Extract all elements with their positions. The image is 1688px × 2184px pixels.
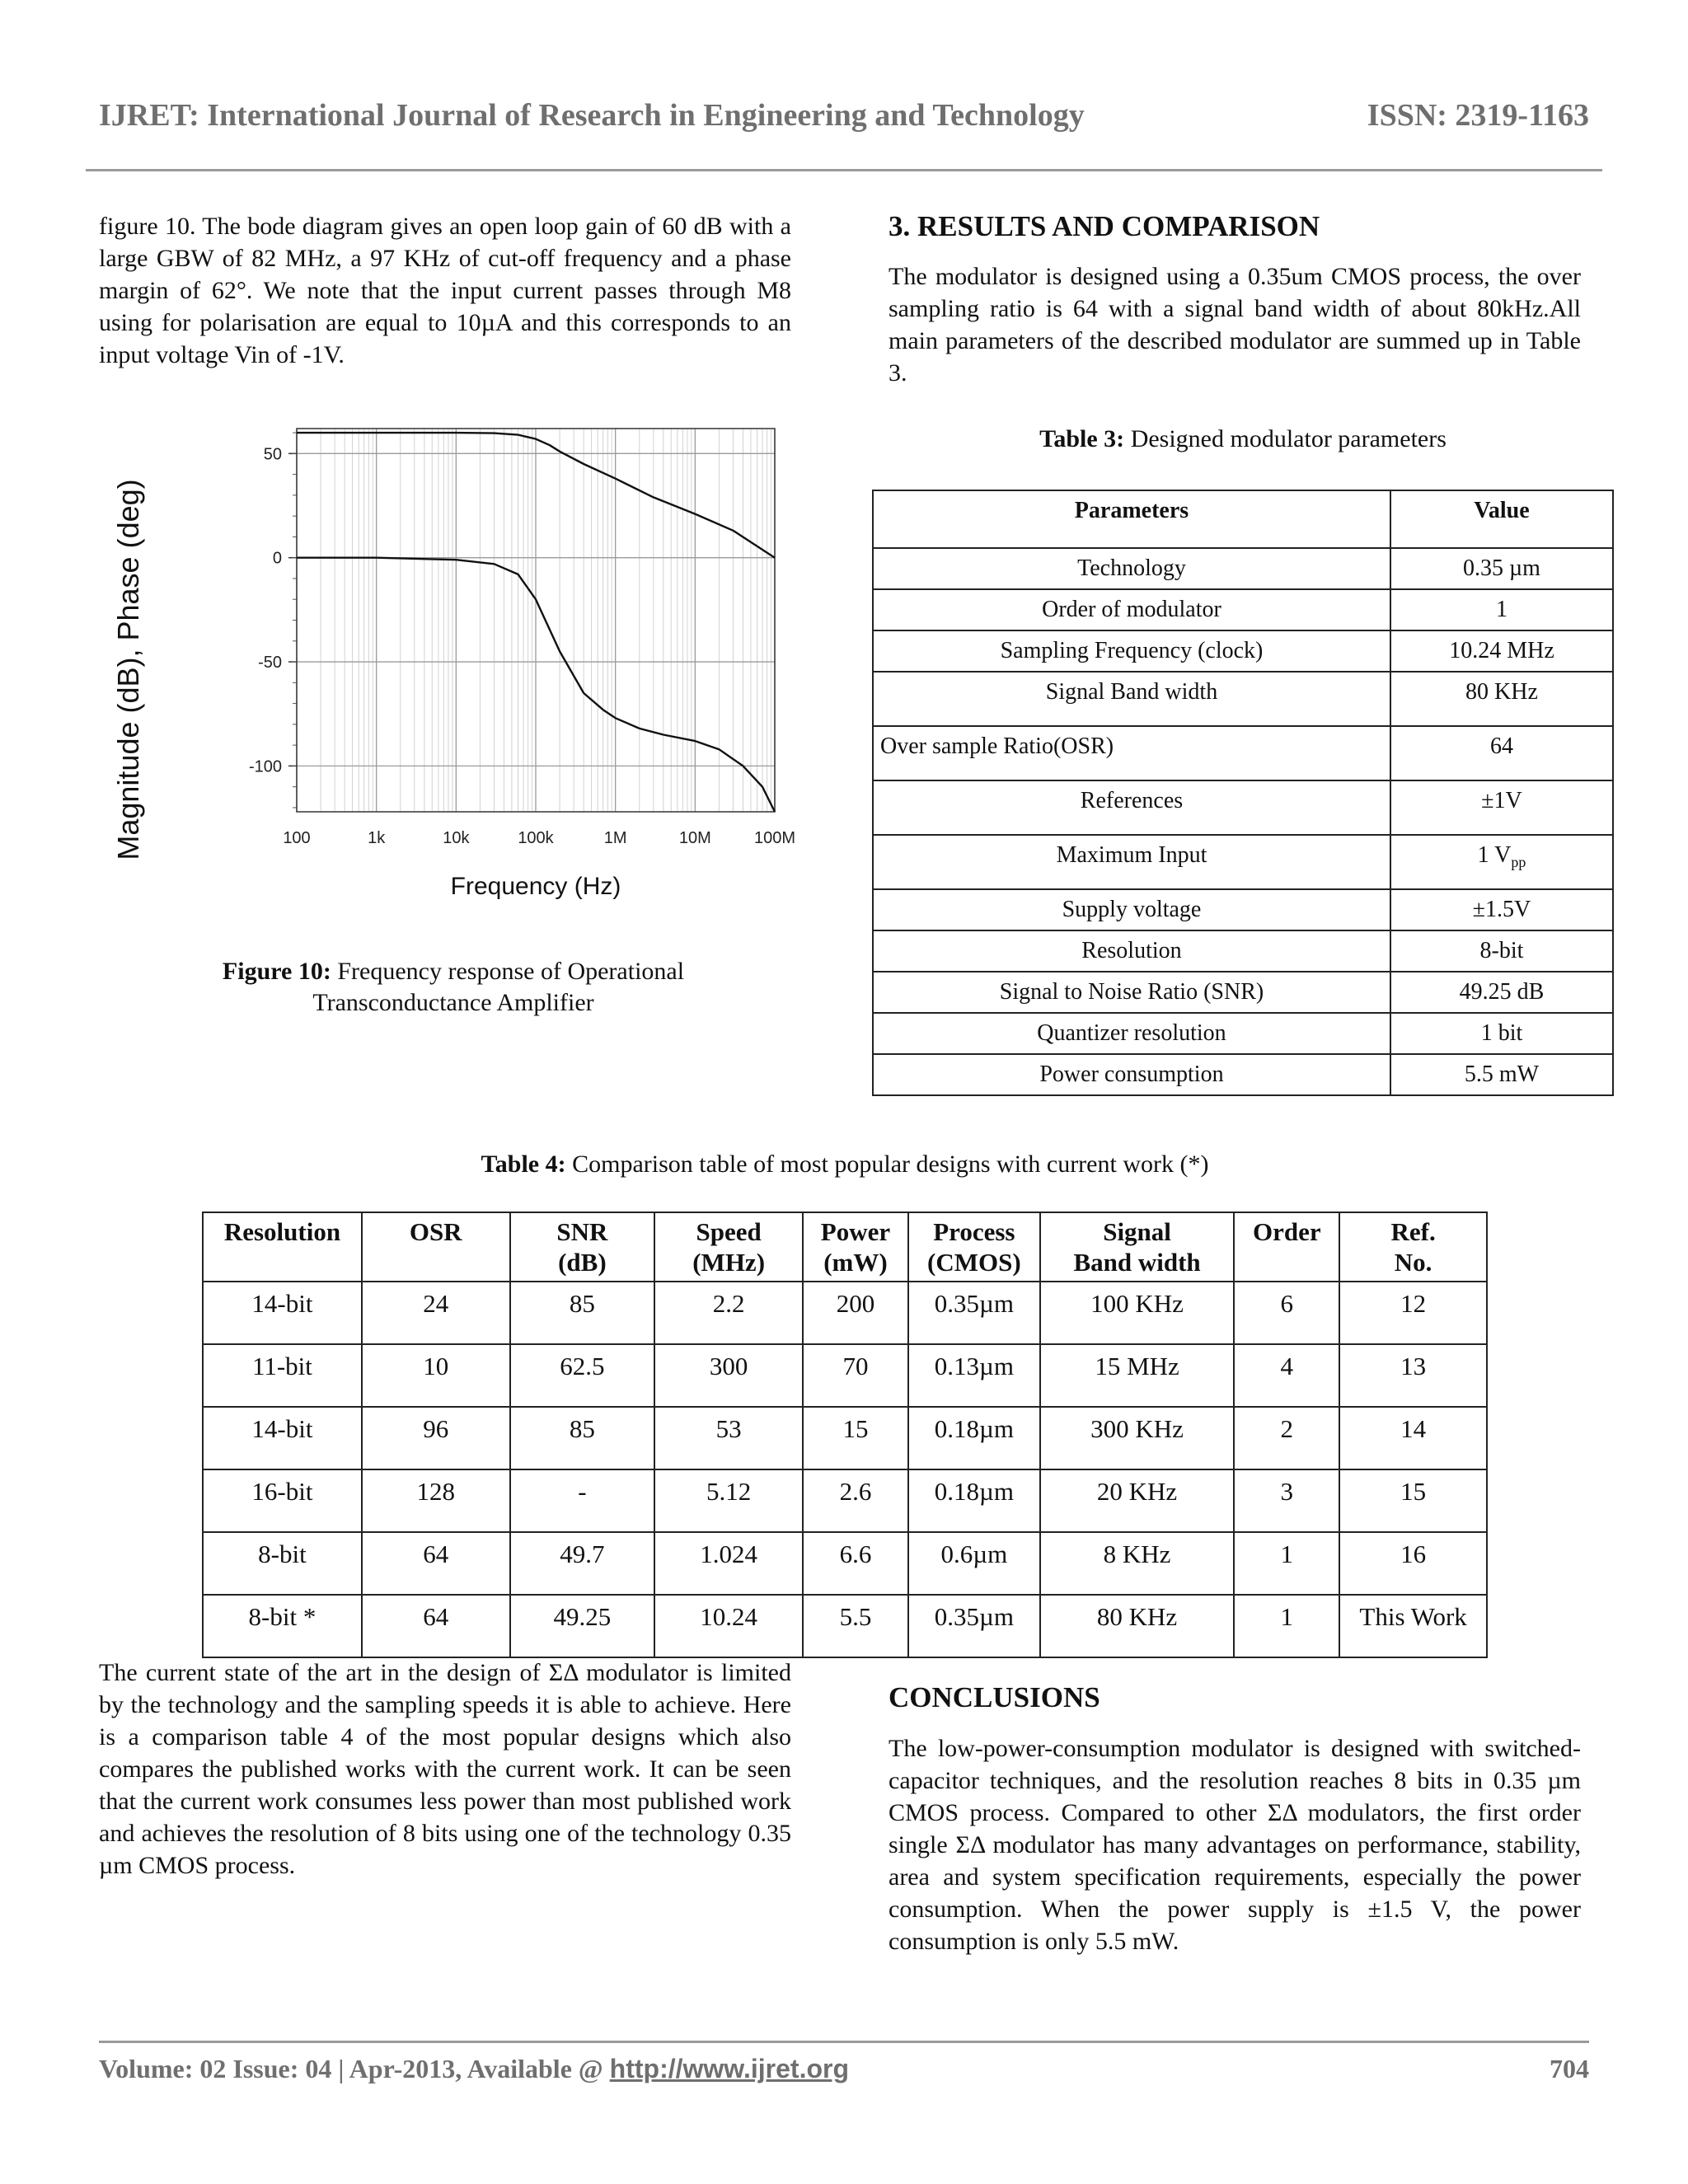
table-cell: 8-bit * [203, 1595, 362, 1657]
table-row [203, 1469, 1487, 1532]
table-row [203, 1344, 1487, 1407]
table-row [873, 780, 1613, 835]
table-cell: ±1V [1390, 780, 1613, 835]
table-cell: 8-bit [1390, 930, 1613, 972]
table-cell: Maximum Input [873, 835, 1390, 889]
header-line: (mW) [823, 1248, 888, 1277]
table-3-header-value: Value [1390, 490, 1613, 548]
table-cell: Quantizer resolution [873, 1013, 1390, 1054]
table-cell: 5.5 [803, 1595, 908, 1657]
table-cell: 80 KHz [1390, 672, 1613, 726]
table-row [873, 889, 1613, 930]
table-cell: 62.5 [510, 1344, 655, 1407]
header-line: (MHz) [692, 1248, 766, 1277]
table-cell: 1 [1390, 589, 1613, 630]
table-cell: Sampling Frequency (clock) [873, 630, 1390, 672]
table-cell: 3 [1234, 1469, 1339, 1532]
x-tick-label: 10k [443, 829, 470, 847]
table-cell: 8-bit [203, 1532, 362, 1595]
table-4-header [1040, 1212, 1235, 1282]
header-line: Order [1252, 1217, 1321, 1246]
table-cell: 5.5 mW [1390, 1054, 1613, 1095]
header-divider [86, 169, 1602, 171]
intro-paragraph: figure 10. The bode diagram gives an open loop gain of 60 dB with a large GBW of 82 MHz, a 97 KHz of cut-off frequency and a phase margin of 62°. We note that the input current passes through M8 using for polarisation are equal to 10µA and this corresponds to an input voltage Vin of -1V. [99, 213, 791, 368]
journal-title: IJRET: International Journal of Research in Engineering and Technology [99, 98, 1085, 133]
table-cell: This Work [1339, 1595, 1487, 1657]
table-cell: - [510, 1469, 655, 1532]
figure-10-caption-text: Frequency response of Operational Transconductance Amplifier [312, 958, 685, 1016]
table-cell: 1.024 [654, 1532, 803, 1595]
max-input-subscript: pp [1511, 854, 1526, 870]
table-cell: 96 [362, 1407, 510, 1469]
table-cell: 64 [1390, 726, 1613, 780]
table-cell: 14 [1339, 1407, 1487, 1469]
table-cell: 64 [362, 1595, 510, 1657]
table-row [203, 1595, 1487, 1657]
y-tick-label: 50 [263, 445, 282, 464]
table-cell: Order of modulator [873, 589, 1390, 630]
y-tick-label: 0 [272, 549, 282, 568]
table-row [203, 1532, 1487, 1595]
table-cell: 70 [803, 1344, 908, 1407]
table-cell: 10.24 MHz [1390, 630, 1613, 672]
table-4-caption-label: Table 4: [481, 1151, 566, 1178]
table-cell: 0.6µm [908, 1532, 1040, 1595]
table-cell: 0.35 µm [1390, 548, 1613, 589]
table-cell: Resolution [873, 930, 1390, 972]
table-3 [872, 490, 1614, 1096]
table-cell: 53 [654, 1407, 803, 1469]
table-cell: 4 [1234, 1344, 1339, 1407]
figure-10-bode-plot [99, 420, 841, 948]
table-row [203, 1407, 1487, 1469]
header-line: Power [820, 1217, 891, 1246]
table-row [873, 630, 1613, 672]
table-cell: 16-bit [203, 1469, 362, 1532]
table-cell: 1 bit [1390, 1013, 1613, 1054]
table-cell: Supply voltage [873, 889, 1390, 930]
table-cell: 13 [1339, 1344, 1487, 1407]
table-cell: 12 [1339, 1282, 1487, 1344]
header-line: Ref. [1390, 1217, 1436, 1246]
y-axis-label: Magnitude (dB), Phase (deg) [111, 479, 145, 860]
header-line: (dB) [558, 1248, 607, 1277]
table-4-header [362, 1212, 510, 1282]
table-4-body [203, 1282, 1487, 1657]
table-cell: 10 [362, 1344, 510, 1407]
section-3-paragraph: The modulator is designed using a 0.35um CMOS process, the over sampling ratio is 64 with a signal band width of about 80kHz.All main parameters of the described modulator are summed up in Table 3. [889, 263, 1581, 387]
table-cell: 15 [803, 1407, 908, 1469]
table-cell: 49.25 [510, 1595, 655, 1657]
header-line: Resolution [223, 1217, 341, 1246]
table-cell: ±1.5V [1390, 889, 1613, 930]
table-3-header-parameters: Parameters [873, 490, 1390, 548]
header-line: SNR [556, 1217, 608, 1246]
comparison-paragraph: The current state of the art in the design of ΣΔ modulator is limited by the technology and the sampling speeds it is able to achieve. Here is a comparison table 4 of the most popular designs which also compares the published works with the current work. It can be seen that the current work consumes less power than most published work and achieves the resolution of 8 bits using one of the technology 0.35 µm CMOS process. [99, 1659, 791, 1879]
table-4-header-row [203, 1212, 1487, 1282]
header-line: OSR [409, 1217, 462, 1246]
conclusions-title: CONCLUSIONS [889, 1681, 1100, 1713]
table-4 [202, 1212, 1488, 1658]
table-row [873, 726, 1613, 780]
table-4-caption [202, 1149, 1488, 1180]
table-cell: 20 KHz [1040, 1469, 1235, 1532]
figure-10-caption-label: Figure 10: [222, 958, 331, 985]
table-cell: 64 [362, 1532, 510, 1595]
footer-volume [99, 2054, 849, 2084]
issn: ISSN: 2319-1163 [1367, 98, 1589, 133]
table-row [873, 548, 1613, 589]
table-cell: 24 [362, 1282, 510, 1344]
table-3-caption-text: Designed modulator parameters [1130, 425, 1447, 452]
header-line: No. [1394, 1248, 1432, 1277]
table-cell: 200 [803, 1282, 908, 1344]
table-cell: 128 [362, 1469, 510, 1532]
table-cell: 85 [510, 1282, 655, 1344]
table-cell: Technology [873, 548, 1390, 589]
footer-divider [99, 2041, 1589, 2043]
table-cell: 8 KHz [1040, 1532, 1235, 1595]
table-cell: 0.13µm [908, 1344, 1040, 1407]
table-4-header [203, 1212, 362, 1282]
table-cell: 6 [1234, 1282, 1339, 1344]
y-tick-label: -50 [258, 654, 282, 673]
table-cell: 2 [1234, 1407, 1339, 1469]
table-cell: 300 [654, 1344, 803, 1407]
header-line: Process [933, 1217, 1015, 1246]
table-4-header [654, 1212, 803, 1282]
table-cell: 85 [510, 1407, 655, 1469]
table-cell: 2.2 [654, 1282, 803, 1344]
table-cell: 1 [1234, 1532, 1339, 1595]
table-cell: 0.18µm [908, 1407, 1040, 1469]
table-cell: 0.35µm [908, 1282, 1040, 1344]
table-row [873, 835, 1613, 889]
table-cell: 14-bit [203, 1407, 362, 1469]
table-cell: 2.6 [803, 1469, 908, 1532]
table-cell: 49.7 [510, 1532, 655, 1595]
table-cell: 100 KHz [1040, 1282, 1235, 1344]
x-tick-label: 100 [283, 829, 311, 847]
table-row [873, 589, 1613, 630]
bode-chart [99, 420, 841, 948]
table-row [873, 672, 1613, 726]
table-cell: Over sample Ratio(OSR) [873, 726, 1390, 780]
header-line: (CMOS) [927, 1248, 1021, 1277]
table-cell: Signal to Noise Ratio (SNR) [873, 972, 1390, 1013]
max-input-value: 1 V [1477, 842, 1512, 868]
table-4-header [1234, 1212, 1339, 1282]
table-row [873, 1054, 1613, 1095]
section-3-title: 3. RESULTS AND COMPARISON [889, 210, 1320, 242]
table-cell: 0.18µm [908, 1469, 1040, 1532]
table-row [873, 972, 1613, 1013]
table-cell: 300 KHz [1040, 1407, 1235, 1469]
table-cell: 10.24 [654, 1595, 803, 1657]
table-3-header-row [873, 490, 1613, 548]
table-cell: References [873, 780, 1390, 835]
table-cell: 49.25 dB [1390, 972, 1613, 1013]
table-3-caption-label: Table 3: [1039, 425, 1125, 452]
table-cell: 15 MHz [1040, 1344, 1235, 1407]
page-number: 704 [1550, 2054, 1589, 2083]
table-4-header [908, 1212, 1040, 1282]
x-tick-label: 10M [678, 829, 711, 847]
table-cell: Signal Band width [873, 672, 1390, 726]
table-cell: 15 [1339, 1469, 1487, 1532]
figure-10-caption [148, 956, 758, 1019]
page-header [99, 97, 1589, 147]
table-cell [1390, 835, 1613, 889]
table-cell: 14-bit [203, 1282, 362, 1344]
table-row [873, 1013, 1613, 1054]
table-row [873, 930, 1613, 972]
footer-url-link[interactable]: http://www.ijret.org [609, 2054, 849, 2083]
table-cell: 5.12 [654, 1469, 803, 1532]
table-4-header [510, 1212, 655, 1282]
table-4-header [1339, 1212, 1487, 1282]
x-tick-label: 1k [368, 829, 386, 847]
y-tick-label: -100 [248, 757, 282, 776]
table-cell: 16 [1339, 1532, 1487, 1595]
table-row [203, 1282, 1487, 1344]
header-line: Speed [696, 1217, 762, 1246]
table-cell: 80 KHz [1040, 1595, 1235, 1657]
header-line: Signal [1103, 1217, 1171, 1246]
conclusions-paragraph: The low-power-consumption modulator is designed with switched-capacitor techniques, and the resolution reaches 8 bits in 0.35 µm CMOS process. Compared to other ΣΔ modulators, the first order single ΣΔ modulator has many advantages on performance, stability, area and system specification requirements, especially the power consumption. When the power supply is ±1.5 V, the power consumption is only 5.5 mW. [889, 1735, 1581, 1955]
footer-volume-text: Volume: 02 Issue: 04 | Apr-2013, Available @ [99, 2054, 610, 2083]
x-tick-label: 100k [518, 829, 554, 847]
table-cell: 0.35µm [908, 1595, 1040, 1657]
table-4-header [803, 1212, 908, 1282]
header-line: Band width [1073, 1248, 1201, 1277]
table-cell: Power consumption [873, 1054, 1390, 1095]
table-4-caption-text: Comparison table of most popular designs with current work (*) [572, 1151, 1209, 1178]
table-cell: 6.6 [803, 1532, 908, 1595]
x-tick-label: 100M [753, 829, 796, 847]
table-cell: 1 [1234, 1595, 1339, 1657]
table-cell: 11-bit [203, 1344, 362, 1407]
x-axis-label: Frequency (Hz) [450, 873, 621, 900]
x-tick-label: 1M [603, 829, 627, 847]
table-3-caption [872, 424, 1614, 455]
